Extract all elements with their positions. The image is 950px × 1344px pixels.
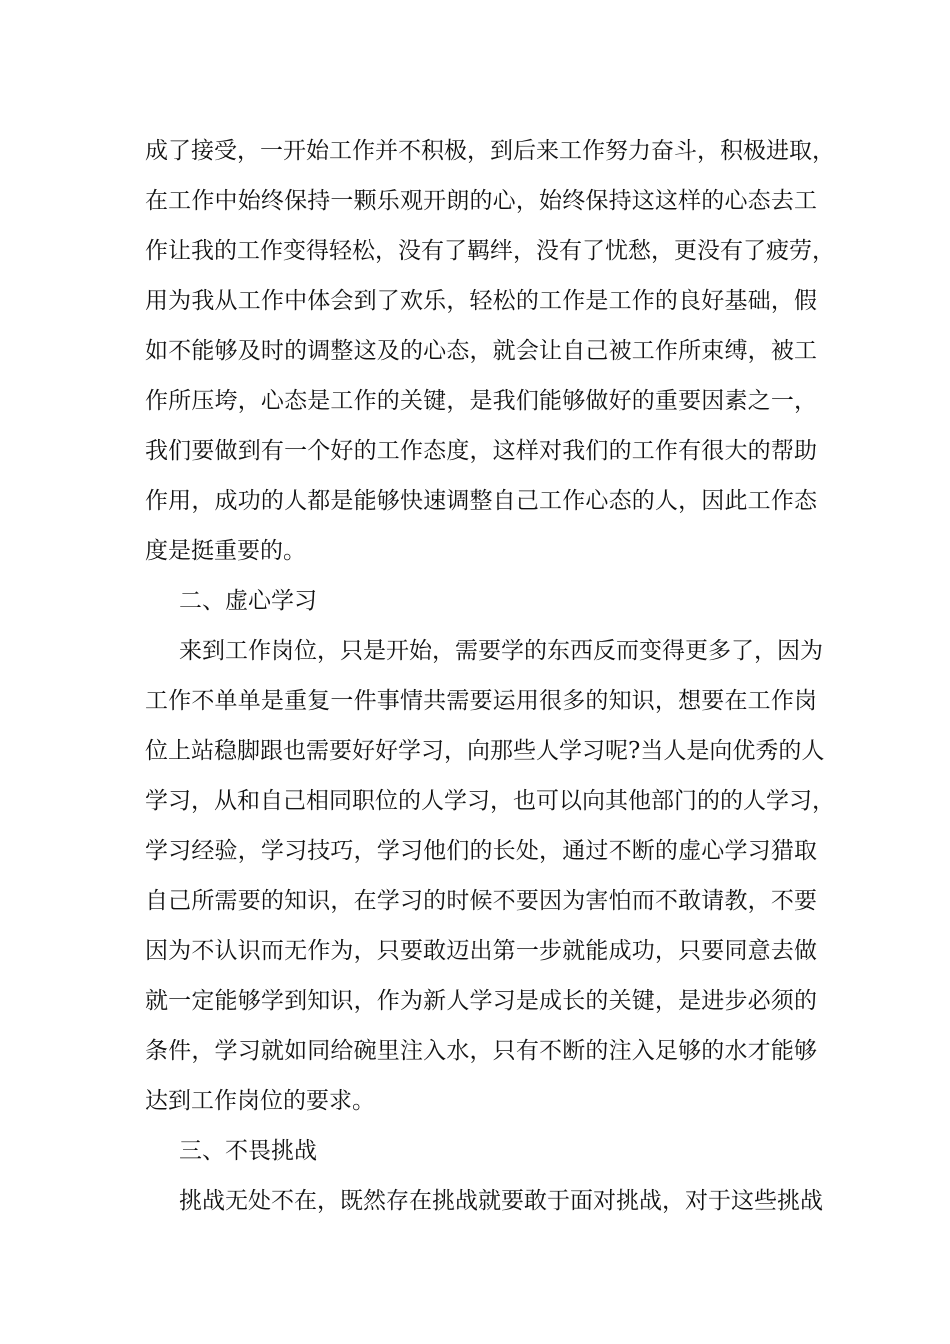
text-line: 作所压垮，心态是工作的关键，是我们能够做好的重要因素之一， (145, 388, 817, 414)
text-line: 就一定能够学到知识，作为新人学习是成长的关键，是进步必须的 (145, 988, 817, 1014)
text-line: 作用，成功的人都是能够快速调整自己工作心态的人，因此工作态 (145, 488, 817, 514)
text-line: 作让我的工作变得轻松，没有了羁绊，没有了忧愁，更没有了疲劳， (145, 238, 835, 264)
text-line: 因为不认识而无作为，只要敢迈出第一步就能成功，只要同意去做 (145, 938, 817, 964)
text-line: 如不能够及时的调整这及的心态，就会让自己被工作所束缚，被工 (145, 338, 817, 364)
text-line: 工作不单单是重复一件事情共需要运用很多的知识，想要在工作岗 (145, 688, 817, 714)
text-line: 成了接受，一开始工作并不积极，到后来工作努力奋斗，积极进取， (145, 138, 835, 164)
text-line: 条件，学习就如同给碗里注入水，只有不断的注入足够的水才能够 (145, 1038, 817, 1064)
text-line: 位上站稳脚跟也需要好好学习，向那些人学习呢?当人是向优秀的人 (145, 738, 825, 764)
body-text (145, 126, 835, 1226)
text-line: 度是挺重要的。 (145, 538, 306, 564)
section-heading: 三、不畏挑战 (179, 1138, 317, 1164)
text-line: 自己所需要的知识，在学习的时候不要因为害怕而不敢请教，不要 (145, 888, 817, 914)
text-line: 用为我从工作中体会到了欢乐，轻松的工作是工作的良好基础，假 (145, 288, 817, 314)
text-line: 挑战无处不在，既然存在挑战就要敢于面对挑战，对于这些挑战 (179, 1188, 823, 1214)
text-line: 我们要做到有一个好的工作态度，这样对我们的工作有很大的帮助 (145, 438, 817, 464)
text-line: 来到工作岗位，只是开始，需要学的东西反而变得更多了，因为 (179, 638, 823, 664)
section-heading: 二、虚心学习 (179, 588, 317, 614)
text-line: 达到工作岗位的要求。 (145, 1088, 375, 1114)
text-line: 学习经验，学习技巧，学习他们的长处，通过不断的虚心学习猎取 (145, 838, 817, 864)
text-line: 在工作中始终保持一颗乐观开朗的心，始终保持这这样的心态去工 (145, 188, 817, 214)
text-line: 学习，从和自己相同职位的人学习，也可以向其他部门的的人学习， (145, 788, 835, 814)
